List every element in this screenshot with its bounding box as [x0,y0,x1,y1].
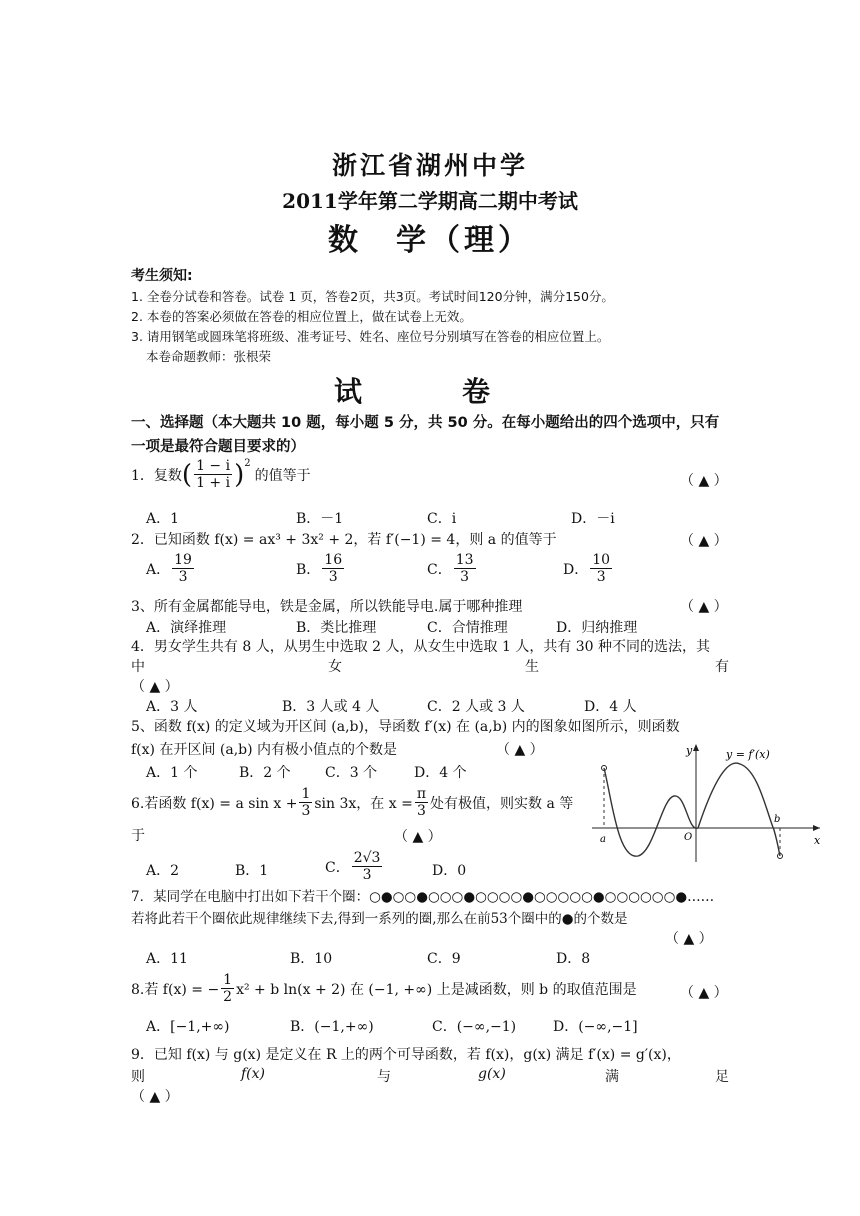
curve-label: y = f′(x) [726,748,770,761]
q8-part: x² + b ln(x + 2) 在 (−1, +∞) 上是减函数，则 b 的取值范围是 [236,981,637,998]
denominator: 3 [328,569,338,585]
q7-option-b: B．10 [290,951,333,967]
q4-word: 生 [525,659,539,675]
derivative-graph [588,740,824,864]
q2-fraction-b [322,552,344,585]
notice-title: 考生须知: [131,268,193,284]
option-label: A． [146,561,171,578]
q1-numerator: 1 − i [196,458,231,474]
q5-option-b: B．2 个 [239,765,291,781]
q8-option-d: D．(−∞,−1] [553,1019,638,1035]
q4-word: 中 [131,659,145,675]
numerator: 16 [324,552,343,568]
q2-option-b [296,552,346,585]
q5-option-a: A．1 个 [146,765,198,781]
school-title: 浙江省湖州中学 [331,151,528,180]
q1-option-a: A．1 [146,511,180,527]
q4-option-b: B．3 人或 4 人 [282,699,380,715]
q3-option-d: D．归纳推理 [556,620,638,636]
answer-mark: （ ▲ ） [680,533,728,549]
answer-mark: （ ▲ ） [131,1089,179,1105]
numerator: 10 [592,552,611,568]
question-7: 7．某同学在电脑中打出如下若干个圈：○●○○●○○○●○○○○●○○○○○●○○○○○○●…… [131,889,715,905]
q1-suffix: 的值等于 [254,467,311,484]
q6-part: 处有极值，则实数 a 等 [430,795,574,812]
question-8 [131,972,637,1005]
exam-title: 2011学年第二学期高二期中考试 [282,189,578,213]
q7-option-d: D．8 [556,951,591,967]
q7-option-c: C．9 [427,951,461,967]
paper-title: 试 卷 [333,375,526,408]
q7-option-a: A．11 [146,951,188,967]
denominator: 3 [178,569,188,585]
q2-fraction-d [590,552,612,585]
q6-option-d: D．0 [432,863,467,879]
q6-option-a: A．2 [146,863,180,879]
q6-fraction-1 [299,786,312,819]
q2-fraction-a [172,552,194,585]
q8-option-c: C．(−∞,−1) [432,1019,517,1035]
answer-mark: （ ▲ ） [665,931,713,947]
q8-option-b: B．(−1,+∞) [290,1019,374,1035]
y-label: y [686,744,693,757]
denominator: 3 [460,569,470,585]
q9-word: 足 [715,1069,729,1085]
question-2: 2．已知函数 f(x) = ax³ + 3x² + 2，若 f′(−1) = 4，则 a 的值等于 [131,532,557,548]
option-label: B． [296,561,321,578]
question-4: 4．男女学生共有 8 人，从男生中选取 2 人，从女生中选取 1 人，共有 30 种不同的选法，其 [131,639,711,655]
option-label: C． [427,561,452,578]
q1-fraction [194,458,232,491]
q3-option-c: C．合情推理 [427,620,508,636]
a-label: a [600,834,606,845]
q3-option-b: B．类比推理 [296,620,377,636]
question-5-cont: f(x) 在开区间 (a,b) 内有极小值点的个数是 [131,742,398,758]
section-heading-cont: 一项是最符合题目要求的） [131,439,305,455]
numerator: π [416,786,427,802]
q2-fraction-c [454,552,476,585]
paren-right: ) [234,459,245,490]
answer-mark: （ ▲ ） [394,829,442,845]
question-9: 9．已知 f(x) 与 g(x) 是定义在 R 上的两个可导函数，若 f(x)，g(x) 满足 f′(x) = g′(x)， [131,1047,681,1063]
q5-option-d: D．4 个 [414,765,467,781]
q9-word: g(x) [478,1066,506,1082]
numerator: 19 [174,552,192,568]
q1-denominator: 1 + i [196,475,231,491]
answer-mark: （ ▲ ） [131,679,179,695]
denominator: 3 [416,803,426,819]
q1-option-c: C．i [427,511,457,527]
section-heading: 一、选择题（本大题共 10 题，每小题 5 分，共 50 分。在每小题给出的四个选项中，只有 [131,415,720,431]
q6-option-c [325,850,384,883]
q6-fraction-c [352,850,383,883]
q6-part: sin 3x，在 x = [314,795,413,812]
numerator: 13 [455,552,474,568]
subject-title: 数 学（理） [328,223,532,258]
q1-option-d: D．－i [571,511,615,527]
q5-option-c: C．3 个 [325,765,378,781]
q8-option-a: A．[−1,+∞) [146,1019,230,1035]
question-5: 5、函数 f(x) 的定义域为开区间 (a,b)，导函数 f′(x) 在 (a,b) 内的图象如图所示，则函数 [131,719,680,735]
question-6-cont: 于 [131,828,145,844]
q9-word: f(x) [241,1066,266,1082]
paren-left: ( [181,459,193,490]
question-6 [131,786,573,819]
answer-mark: （ ▲ ） [680,473,728,489]
numerator: 1 [301,786,311,802]
b-label: b [774,814,781,825]
q9-word: 满 [605,1069,619,1085]
q4-word: 女 [328,659,342,675]
q6-option-b: B．1 [235,863,269,879]
option-label: C． [325,859,350,876]
q9-word: 则 [131,1069,145,1085]
denominator: 2 [223,989,233,1005]
q8-part: 8.若 f(x) = − [131,981,220,998]
q2-option-d [563,552,614,585]
answer-mark: （ ▲ ） [496,742,544,758]
q4-option-c: C．2 人或 3 人 [427,699,525,715]
question-1 [131,458,311,491]
notice-author: 本卷命题教师：张根荣 [146,349,272,364]
notice-item: 3. 请用钢笔或圆珠笔将班级、准考证号、姓名、座位号分别填写在答卷的相应位置上。 [131,329,610,344]
q6-fraction-2 [415,786,428,819]
notice-item: 1. 全卷分试卷和答卷。试卷 1 页，答卷2页，共3页。考试时间120分钟，满分150分。 [131,289,614,304]
q6-part: 6.若函数 f(x) = a sin x + [131,795,298,812]
denominator: 3 [301,803,311,819]
answer-mark: （ ▲ ） [680,599,728,615]
q4-word: 有 [715,659,729,675]
q8-fraction [221,972,234,1005]
q4-option-d: D．4 人 [584,699,637,715]
q1-prefix: 1．复数 [131,467,182,484]
denominator: 3 [596,569,606,585]
notice-item: 2. 本卷的答案必须做在答卷的相应位置上，做在试卷上无效。 [131,309,472,324]
option-label: D． [563,561,589,578]
q4-option-a: A．3 人 [146,699,198,715]
numerator: 1 [223,972,233,988]
q1-exponent: 2 [244,458,251,469]
q9-word: 与 [377,1069,391,1085]
q2-option-c [427,552,478,585]
question-3: 3、所有金属都能导电，铁是金属，所以铁能导电.属于哪种推理 [131,599,523,615]
denominator: 3 [362,867,372,883]
numerator: 2√3 [353,850,381,866]
answer-mark: （ ▲ ） [680,985,728,1001]
question-7-cont: 若将此若干个圈依此规律继续下去,得到一系列的圈,那么在前53个圈中的●的个数是 [131,911,628,927]
q2-option-a [146,552,196,585]
y-axis-arrow [693,744,699,751]
q1-option-b: B．－1 [296,511,344,527]
q3-option-a: A．演绎推理 [146,620,227,636]
origin-label: O [684,832,693,843]
x-axis-arrow [813,825,820,831]
x-label: x [814,834,821,847]
